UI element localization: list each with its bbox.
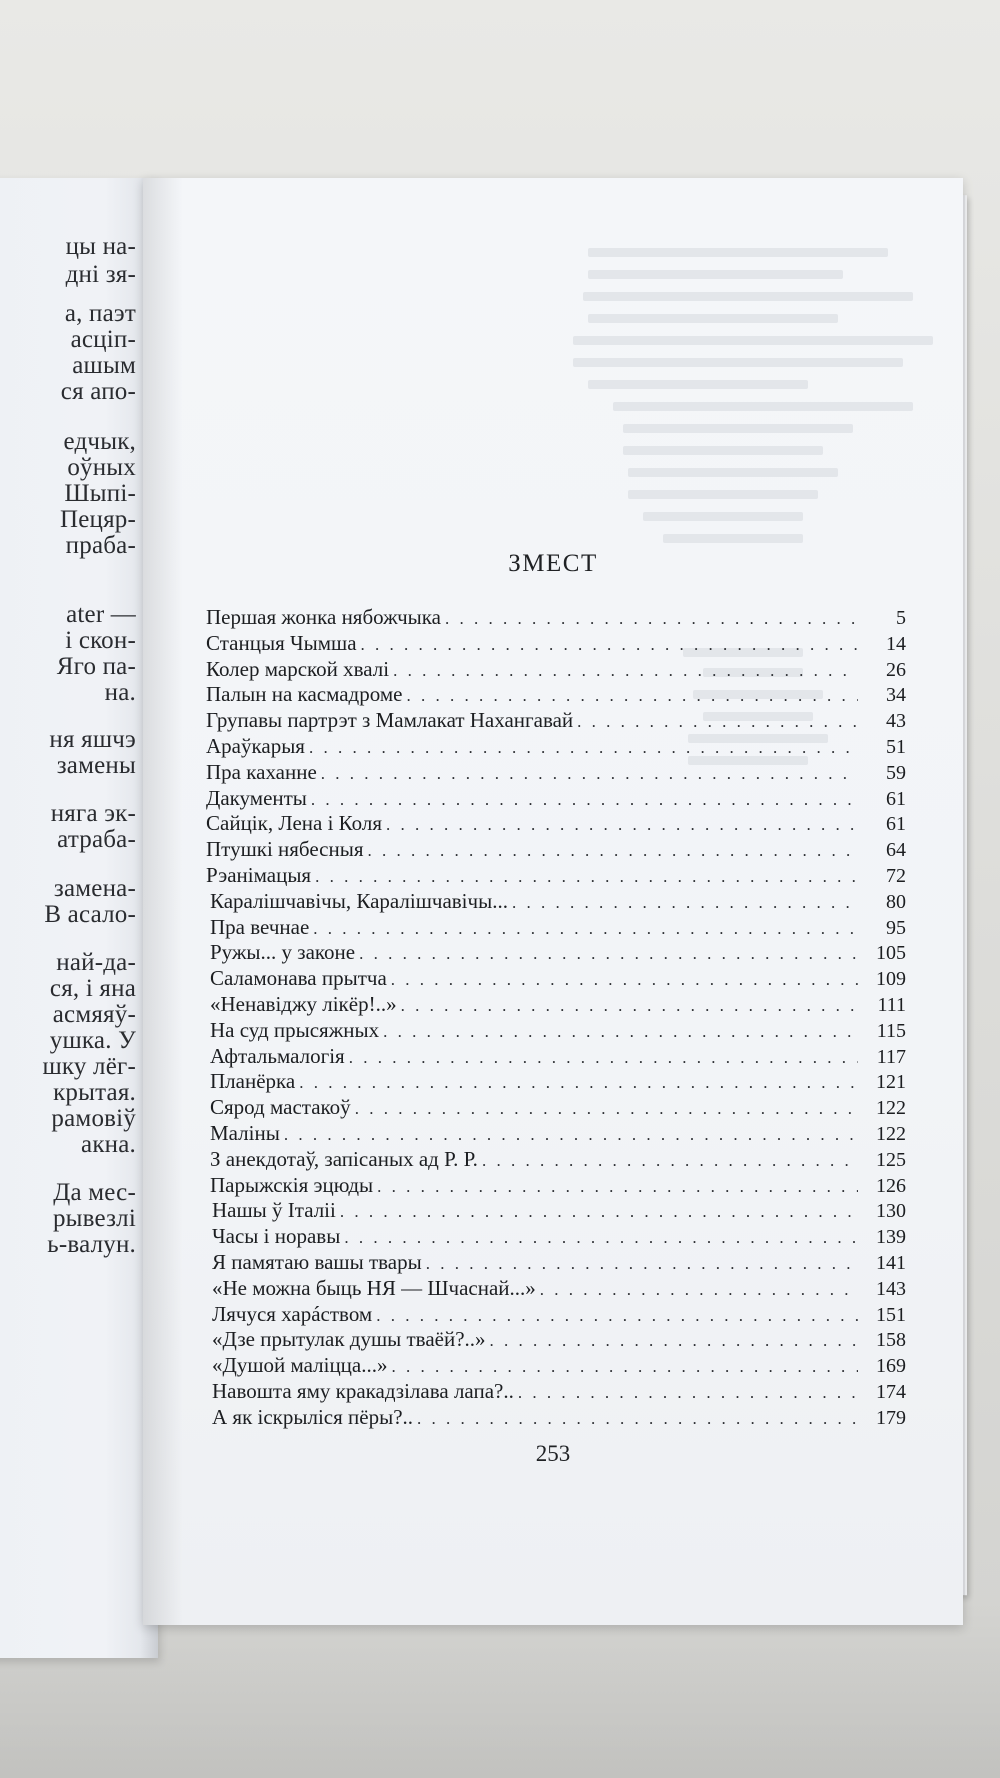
toc-entry-title: А як іскрыліся пёры?.. <box>212 1404 414 1429</box>
toc-dot-leader <box>359 944 858 964</box>
toc-entry-page: 59 <box>886 761 906 784</box>
toc-entry-title: Нашы ў Італіі <box>212 1198 336 1223</box>
toc-dot-leader <box>368 841 859 861</box>
toc-entry-title: Ружы... у законе <box>210 940 356 965</box>
show-through-line <box>623 424 853 433</box>
toc-entry-page: 115 <box>876 1019 906 1042</box>
left-page-text-line: ater — <box>66 601 136 628</box>
toc-entry-title: Афтальмалогія <box>210 1043 345 1068</box>
left-page-text-line: дні зя- <box>65 261 136 288</box>
toc-entry <box>206 605 906 631</box>
left-page-text-line: рывезлі <box>52 1205 136 1232</box>
toc-dot-leader <box>315 867 858 887</box>
toc-entry-page: 61 <box>886 813 906 836</box>
toc-dot-leader <box>313 919 858 939</box>
toc-dot-leader <box>377 1177 858 1197</box>
left-page-text-line: а, паэт <box>64 300 136 327</box>
left-page-text-line: ашым <box>72 352 136 379</box>
toc-entry-page: 43 <box>886 710 906 733</box>
toc-entry-title: «Не можна быць НЯ — Шчаснай...» <box>212 1275 536 1300</box>
toc-dot-leader <box>406 686 858 706</box>
toc-dot-leader <box>518 1383 858 1403</box>
toc-dot-leader <box>393 661 858 681</box>
toc-entry-page: 151 <box>876 1303 906 1326</box>
toc-entry <box>206 1302 906 1328</box>
toc-entry-page: 169 <box>876 1355 906 1378</box>
toc-entry-title: Араўкарыя <box>206 733 305 758</box>
toc-entry-title: На суд прысяжных <box>210 1017 380 1042</box>
left-page-text-line: В асало- <box>44 901 136 928</box>
toc-entry-page: 143 <box>876 1277 906 1300</box>
left-page <box>0 178 158 1658</box>
toc-heading: ЗМЕСТ <box>508 550 598 577</box>
toc-entry <box>206 1095 906 1121</box>
toc-entry-title: Станцыя Чымша <box>206 630 357 655</box>
left-page-text-line: асмяяў- <box>52 1001 136 1028</box>
toc-entry-title: Часы і норавы <box>212 1224 341 1249</box>
toc-entry-page: 105 <box>876 942 906 965</box>
toc-dot-leader <box>349 1048 858 1068</box>
toc-entry-title: Каралішчавічы, Каралішчавічы... <box>210 888 508 913</box>
toc-entry-page: 125 <box>876 1148 906 1171</box>
toc-entry-title: Маліны <box>210 1120 280 1145</box>
left-page-text-line: най-да- <box>56 949 136 976</box>
left-page-text-line: Пецяр- <box>59 506 136 533</box>
toc-entry <box>206 889 906 915</box>
toc-entry-title: «Ненавіджу лікёр!..» <box>210 991 397 1016</box>
toc-entry <box>206 811 906 837</box>
toc-entry-page: 109 <box>876 968 906 991</box>
toc-entry <box>206 1405 906 1431</box>
left-page-text-line: ь-валун. <box>47 1231 136 1258</box>
toc-entry-title: Групавы партрэт з Мамлакат Нахангавай <box>206 708 574 733</box>
toc-dot-leader <box>376 1306 858 1326</box>
left-page-text-line: замена- <box>53 875 136 902</box>
toc-entry-page: 121 <box>876 1071 906 1094</box>
show-through-line <box>623 446 823 455</box>
toc-entry-page: 51 <box>886 735 906 758</box>
toc-entry <box>206 657 906 683</box>
toc-entry-page: 26 <box>886 658 906 681</box>
left-page-text-line: ся, і яна <box>49 975 136 1002</box>
left-page-text-line: замены <box>56 752 136 779</box>
toc-entry-page: 179 <box>876 1406 906 1429</box>
left-page-text-line: цы на- <box>65 233 136 260</box>
toc-entry-page: 130 <box>876 1200 906 1223</box>
toc-dot-leader <box>392 1357 859 1377</box>
toc-dot-leader <box>309 738 858 758</box>
toc-entry-title: Я памятаю вашы твары <box>212 1249 422 1274</box>
toc-dot-leader <box>386 815 858 835</box>
toc-entry-title: Сайцік, Лена і Коля <box>206 811 382 836</box>
show-through-line <box>628 490 818 499</box>
toc-dot-leader <box>401 996 858 1016</box>
toc-dot-leader <box>311 790 858 810</box>
left-page-text-line: оўных <box>67 454 136 481</box>
toc-entry-page: 117 <box>876 1045 906 1068</box>
toc-entry <box>206 786 906 812</box>
toc-entry-page: 126 <box>876 1174 906 1197</box>
show-through-line <box>588 380 808 389</box>
toc-dot-leader <box>391 970 858 990</box>
show-through-line <box>583 292 913 301</box>
toc-entry-title: Саламонава прытча <box>210 966 387 991</box>
toc-entry-title: Навошта яму кракадзілава лапа?.. <box>212 1378 514 1403</box>
toc-entry-title: Колер марской хвалі <box>206 656 390 681</box>
toc-entry-title: З анекдотаў, запісаных ад Р. Р. <box>210 1146 478 1171</box>
toc-entry <box>206 1327 906 1353</box>
toc-entry <box>206 1018 906 1044</box>
toc-entry-page: 14 <box>886 632 906 655</box>
left-page-text-line: няга эк- <box>50 800 136 827</box>
toc-entry <box>206 1147 906 1173</box>
toc-dot-leader <box>512 893 858 913</box>
right-page <box>143 178 963 1625</box>
toc-entry-title: Пра вечнае <box>210 914 310 939</box>
show-through-line <box>628 468 838 477</box>
toc-list <box>206 605 906 1431</box>
toc-entry <box>206 760 906 786</box>
toc-entry-page: 95 <box>886 916 906 939</box>
toc-entry <box>206 734 906 760</box>
toc-entry-title: Палын на касмадроме <box>206 682 403 707</box>
toc-entry-title: Першая жонка нябожчыка <box>206 605 441 629</box>
toc-entry-title: «Дзе прытулак душы тваёй?..» <box>212 1327 486 1352</box>
toc-entry-title: Птушкі нябесныя <box>206 837 364 862</box>
toc-entry <box>206 940 906 966</box>
toc-entry <box>206 837 906 863</box>
left-page-text-line: ся апо- <box>60 378 136 405</box>
toc-entry <box>206 1198 906 1224</box>
toc-entry <box>206 1353 906 1379</box>
toc-dot-leader <box>540 1280 858 1300</box>
left-page-text-line: на. <box>104 679 136 706</box>
toc-entry-title: Парыжскія эцюды <box>210 1172 374 1197</box>
toc-dot-leader <box>284 1125 858 1145</box>
toc-entry-page: 158 <box>876 1329 906 1352</box>
toc-entry-page: 72 <box>886 864 906 887</box>
toc-dot-leader <box>417 1409 858 1429</box>
show-through-line <box>613 402 913 411</box>
toc-dot-leader <box>299 1073 858 1093</box>
toc-dot-leader <box>383 1022 858 1042</box>
toc-dot-leader <box>321 764 858 784</box>
toc-entry-title: «Душой маліцца...» <box>212 1353 388 1378</box>
toc-entry <box>206 1250 906 1276</box>
toc-dot-leader <box>426 1254 858 1274</box>
toc-entry-title: Лячуся харáством <box>212 1301 373 1326</box>
toc-entry-page: 174 <box>876 1380 906 1403</box>
toc-entry <box>206 708 906 734</box>
toc-entry-page: 139 <box>876 1226 906 1249</box>
left-page-text-line: праба- <box>65 532 136 559</box>
toc-dot-leader <box>490 1331 858 1351</box>
show-through-line <box>643 512 803 521</box>
toc-entry <box>206 863 906 889</box>
show-through-line <box>573 336 933 345</box>
show-through-line <box>588 248 888 257</box>
toc-entry <box>206 1044 906 1070</box>
toc-entry-page: 34 <box>886 684 906 707</box>
toc-entry-page: 122 <box>876 1122 906 1145</box>
toc-entry <box>206 1276 906 1302</box>
toc-dot-leader <box>445 609 858 629</box>
toc-dot-leader <box>355 1099 858 1119</box>
page-number: 253 <box>535 1441 571 1466</box>
toc-entry-title: Пра каханне <box>206 759 317 784</box>
toc-entry-page: 80 <box>886 890 906 913</box>
toc-entry-page: 61 <box>886 787 906 810</box>
toc-entry <box>206 1069 906 1095</box>
left-page-text-line: асціп- <box>70 326 136 353</box>
left-page-text-line: Да мес- <box>53 1179 136 1206</box>
left-page-text-line: едчык, <box>63 428 136 455</box>
toc-entry-title: Планёрка <box>210 1069 296 1094</box>
toc-entry <box>206 966 906 992</box>
left-page-text-line: Яго па- <box>56 653 136 680</box>
toc-dot-leader <box>340 1202 858 1222</box>
left-page-text-line: шку лёг- <box>42 1053 136 1080</box>
toc-entry <box>206 1224 906 1250</box>
left-page-text-line: Шыпі- <box>64 480 136 507</box>
toc-entry-title: Сярод мастакоў <box>210 1095 351 1120</box>
toc-entry <box>206 915 906 941</box>
toc-entry-title: Дакументы <box>206 785 307 810</box>
toc-dot-leader <box>577 712 858 732</box>
toc-entry <box>206 992 906 1018</box>
left-page-text-line: ушка. У <box>49 1027 136 1054</box>
show-through-line <box>663 534 803 543</box>
toc-entry <box>206 682 906 708</box>
toc-entry-page: 141 <box>876 1251 906 1274</box>
toc-entry <box>206 1379 906 1405</box>
left-page-text-line: рамовіў <box>51 1105 136 1132</box>
left-page-text-line: ня яшчэ <box>49 726 136 753</box>
toc-entry <box>206 1121 906 1147</box>
toc-entry-title: Рэанімацыя <box>206 862 312 887</box>
toc-entry-page: 5 <box>896 607 906 629</box>
left-page-text-line: і скон- <box>65 627 136 654</box>
show-through-line <box>573 358 903 367</box>
show-through-line <box>588 270 843 279</box>
toc-entry <box>206 631 906 657</box>
toc-entry-page: 122 <box>876 1097 906 1120</box>
toc-dot-leader <box>361 635 858 655</box>
left-page-text-line: крытая. <box>53 1079 136 1106</box>
show-through-line <box>588 314 838 323</box>
toc-entry-page: 111 <box>877 993 906 1016</box>
left-page-text-line: атраба- <box>57 826 136 853</box>
toc-dot-leader <box>344 1228 858 1248</box>
toc-entry-page: 64 <box>886 839 906 862</box>
left-page-text-line: акна. <box>81 1131 136 1158</box>
toc-dot-leader <box>482 1151 858 1171</box>
toc-entry <box>206 1173 906 1199</box>
